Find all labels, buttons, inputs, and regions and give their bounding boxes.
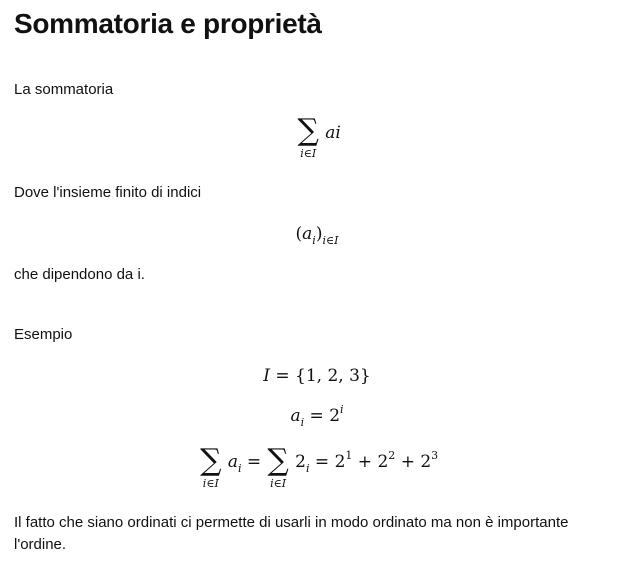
family-index-subscript: i∈I	[322, 234, 339, 247]
family-variable: a	[302, 224, 313, 244]
set-elements: {1, 2, 3}	[295, 366, 371, 386]
sum-index-subscript-2: i∈I	[270, 477, 287, 490]
summation-operator	[293, 113, 323, 162]
sum-equals-2: =	[314, 452, 330, 472]
term-exponent: i	[340, 403, 344, 416]
summation-operator-2	[263, 443, 293, 492]
formula-set-definition	[14, 364, 620, 388]
sigma-symbol: ∑	[297, 113, 319, 148]
power-2-base: 2	[377, 452, 389, 472]
power-2-exponent: 2	[388, 449, 396, 462]
family-open-paren: (	[295, 224, 303, 244]
page-title: Sommatoria e proprietà	[14, 8, 322, 39]
family-variable-subscript: i	[312, 234, 316, 247]
summation-operator-1	[196, 443, 226, 492]
plus-2: +	[400, 452, 415, 472]
example-heading: Esempio	[14, 326, 73, 343]
formula-family	[14, 222, 620, 248]
term-equals: =	[309, 406, 324, 426]
plus-1: +	[357, 452, 373, 472]
sum-equals-1: =	[246, 452, 262, 472]
sigma-symbol-2: ∑	[267, 443, 289, 478]
sigma-symbol-1: ∑	[200, 443, 222, 478]
set-equals: =	[275, 366, 290, 386]
sum-index-subscript: i∈I	[300, 147, 317, 160]
sum-term-2-base: 2	[295, 452, 306, 472]
term-variable-subscript: i	[300, 416, 305, 429]
sum-term-1-subscript: i	[237, 462, 242, 475]
formula-sum-example	[14, 443, 620, 499]
sum-term: ai	[325, 123, 341, 143]
intro-paragraph: La sommatoria	[14, 81, 114, 98]
conclusion-paragraph: Il fatto che siano ordinati ci permette di usarli in modo ordinato ma non è importante l'ordine.	[14, 514, 569, 553]
set-name: I	[263, 366, 270, 386]
term-base: 2	[329, 406, 341, 426]
formula-sum-general	[14, 113, 620, 169]
sum-index-subscript-1: i∈I	[202, 477, 219, 490]
term-variable: a	[290, 406, 301, 426]
power-1-exponent: 1	[345, 449, 353, 462]
family-close-paren: )	[315, 224, 323, 244]
power-1-base: 2	[334, 452, 346, 472]
sum-term-2-subscript: i	[305, 462, 310, 475]
power-3-exponent: 3	[431, 449, 439, 462]
depend-paragraph: che dipendono da i.	[14, 266, 145, 283]
formula-term-definition	[14, 404, 620, 430]
power-3-base: 2	[420, 452, 432, 472]
sum-term-1-variable: a	[227, 452, 238, 472]
index-set-paragraph: Dove l'insieme finito di indici	[14, 184, 202, 201]
